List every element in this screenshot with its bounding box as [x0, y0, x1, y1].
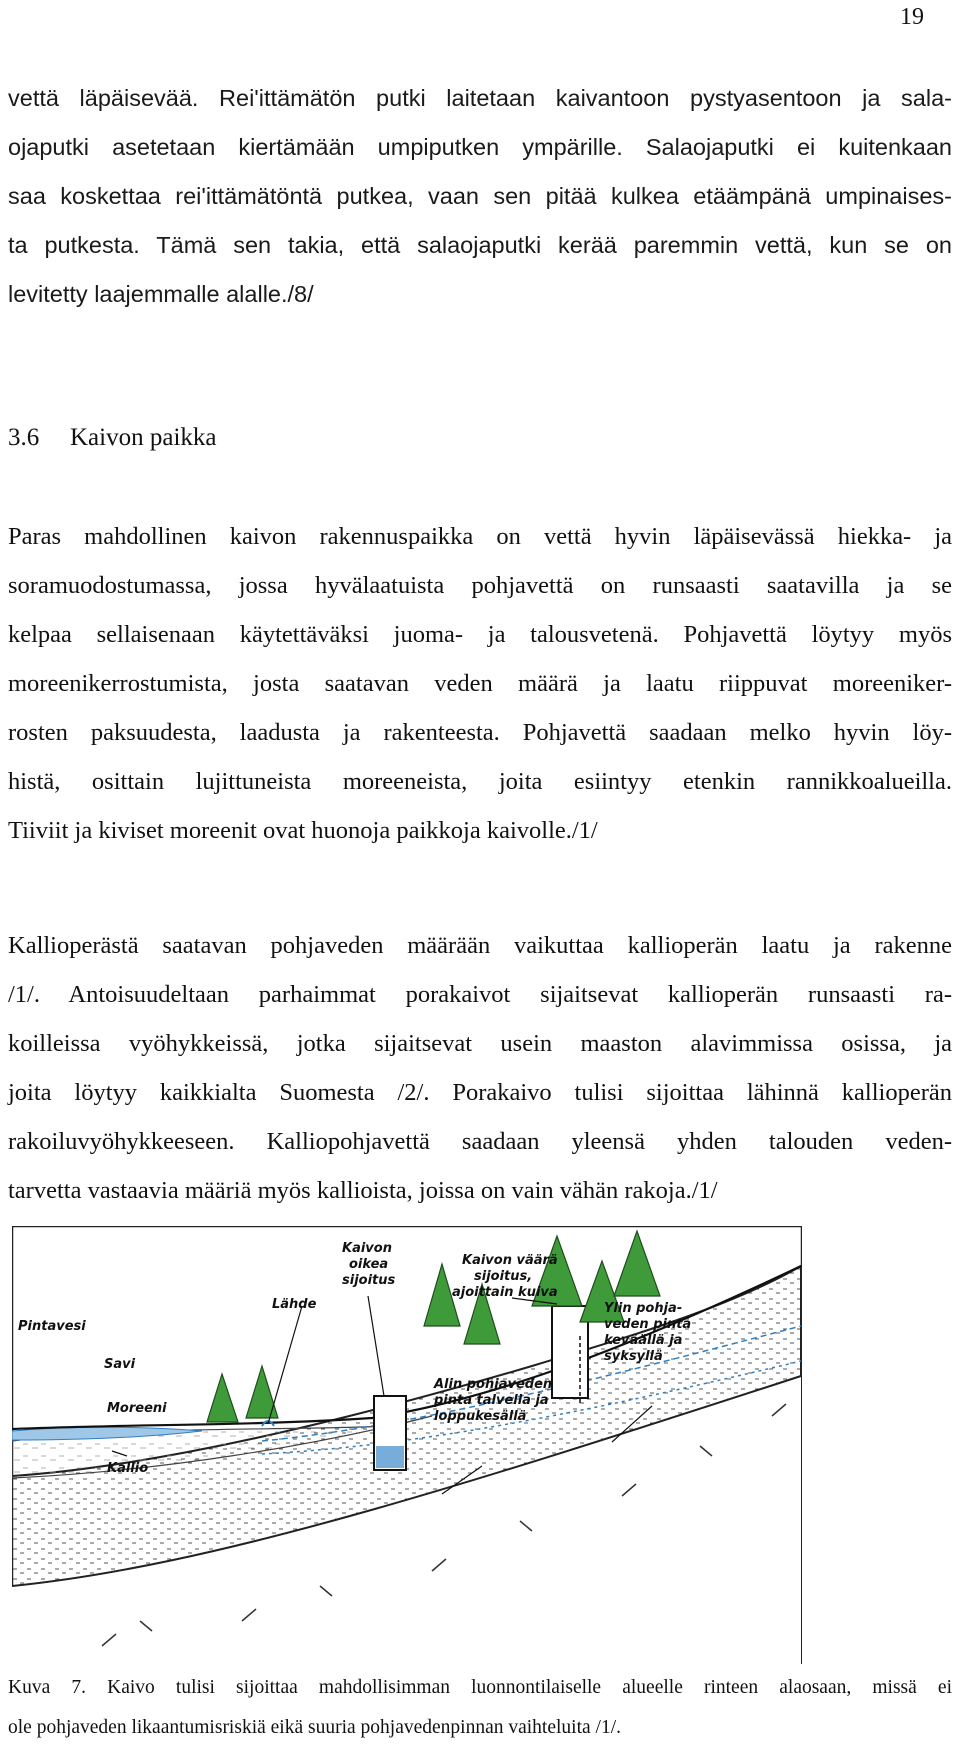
- section-title: Kaivon paikka: [70, 424, 217, 451]
- text-line: rosten paksuudesta, laadusta ja rakenteesta. Pohjavettä saadaan melko hyvin löy-: [8, 719, 952, 746]
- caption-line: ole pohjaveden likaantumisriskiä eikä suuria pohjavedenpinnan vaihteluita /1/.: [8, 1717, 621, 1738]
- svg-text:Kaivon: [342, 1241, 392, 1256]
- text-line: ta putkesta. Tämä sen takia, että salaojaputki kerää paremmin vettä, kun se on: [8, 232, 952, 258]
- paragraph-2: [8, 512, 952, 855]
- well-correct-water: [376, 1446, 404, 1468]
- text-line: ojaputki asetetaan kiertämään umpiputken ympärille. Salaojaputki ei kuitenkaan: [8, 134, 952, 160]
- svg-text:Kaivon väärä: [462, 1253, 558, 1268]
- svg-text:syksyllä: [604, 1349, 663, 1364]
- caption-line: Kuva 7. Kaivo tulisi sijoittaa mahdollisimman luonnontilaiselle alueelle rinteen alaosaan, missä ei: [8, 1677, 952, 1698]
- svg-text:loppukesällä: [434, 1409, 526, 1424]
- text-line: moreenikerrostumista, josta saatavan veden määrä ja laatu riippuvat moreeniker-: [8, 670, 952, 697]
- text-line: vettä läpäisevää. Rei'ittämätön putki laitetaan kaivantoon pystyasentoon ja sala-: [8, 85, 952, 111]
- svg-text:ajoittain kuiva: [452, 1285, 558, 1300]
- text-line: tarvetta vastaavia määriä myös kallioista, joissa on vain vähän rakoja./1/: [8, 1177, 718, 1204]
- label-wrong-2: sijoitus,: [474, 1269, 533, 1284]
- svg-text:Alin pohjaveden: [433, 1377, 552, 1392]
- tree-icon: [614, 1231, 660, 1296]
- text-line: Paras mahdollinen kaivon rakennuspaikka on vettä hyvin läpäisevässä hiekka- ja: [8, 523, 952, 550]
- paragraph-3: [8, 921, 952, 1215]
- label-low-3: loppukesällä: [434, 1409, 527, 1424]
- svg-text:sijoitus,: [474, 1269, 532, 1284]
- diagram-svg: [12, 1226, 802, 1664]
- label-low-2: pinta talvella ja: [434, 1393, 549, 1408]
- section-number: 3.6: [8, 424, 40, 451]
- label-right-1: Kaivon: [342, 1241, 392, 1256]
- groundwater-diagram: [12, 1226, 802, 1664]
- paragraph-1: [8, 74, 952, 319]
- label-wrong-3: ajoittain kuiva: [452, 1285, 558, 1300]
- label-savi: Savi: [104, 1357, 136, 1372]
- label-high-4: syksyllä: [604, 1349, 663, 1364]
- text-line: koilleissa vyöhykkeissä, jotka sijaitsevat usein maaston alavimmissa osissa, ja: [8, 1030, 952, 1057]
- text-line: saa koskettaa rei'ittämätöntä putkea, vaan sen pitää kulkea etäämpänä umpinaises-: [8, 183, 952, 209]
- label-wrong-1: Kaivon väärä: [462, 1253, 558, 1268]
- tree-icon: [246, 1366, 278, 1418]
- label-moreeni: Moreeni: [107, 1401, 167, 1416]
- svg-text:veden pinta: [604, 1317, 691, 1332]
- section-heading: [8, 424, 216, 452]
- label-high-3: keväällä ja: [604, 1333, 683, 1348]
- svg-text:keväällä ja: [604, 1333, 682, 1348]
- text-line: Kallioperästä saatavan pohjaveden määrään vaikuttaa kallioperän laatu ja rakenne: [8, 932, 952, 959]
- svg-text:sijoitus: [342, 1273, 396, 1288]
- label-high-2: veden pinta: [604, 1317, 692, 1332]
- text-line: joita löytyy kaikkialta Suomesta /2/. Porakaivo tulisi sijoittaa lähinnä kallioperän: [8, 1079, 952, 1106]
- figure-caption: [8, 1668, 952, 1748]
- label-pintavesi: Pintavesi: [18, 1319, 86, 1334]
- label-right-3: sijoitus: [342, 1273, 396, 1288]
- svg-text:pinta talvella ja: [433, 1393, 549, 1408]
- text-line: levitetty laajemmalle alalle./8/: [8, 281, 314, 307]
- page-number: 19: [900, 4, 924, 30]
- text-line: soramuodostumassa, jossa hyvälaatuista pohjavettä on runsaasti saatavilla ja se: [8, 572, 952, 599]
- label-kallio: Kallio: [107, 1461, 149, 1476]
- svg-text:oikea: [349, 1257, 388, 1272]
- label-high-1: Ylin pohja-: [604, 1301, 683, 1316]
- text-line: kelpaa sellaisenaan käytettäväksi juoma- ja talousvetenä. Pohjavettä löytyy myös: [8, 621, 952, 648]
- text-line: /1/. Antoisuudeltaan parhaimmat porakaivot sijaitsevat kallioperän runsaasti ra-: [8, 981, 952, 1008]
- label-lahde: Lähde: [272, 1297, 317, 1312]
- label-right-2: oikea: [349, 1257, 389, 1272]
- text-line: Tiiviit ja kiviset moreenit ovat huonoja paikkoja kaivolle./1/: [8, 817, 598, 844]
- text-line: rakoiluvyöhykkeeseen. Kalliopohjavettä saadaan yleensä yhden talouden veden-: [8, 1128, 952, 1155]
- svg-text:Ylin pohja-: [604, 1301, 682, 1316]
- label-low-1: Alin pohjaveden: [434, 1377, 553, 1392]
- text-line: histä, osittain lujittuneista moreeneista, joita esiintyy etenkin rannikkoalueilla.: [8, 768, 952, 795]
- tree-icon: [207, 1374, 238, 1422]
